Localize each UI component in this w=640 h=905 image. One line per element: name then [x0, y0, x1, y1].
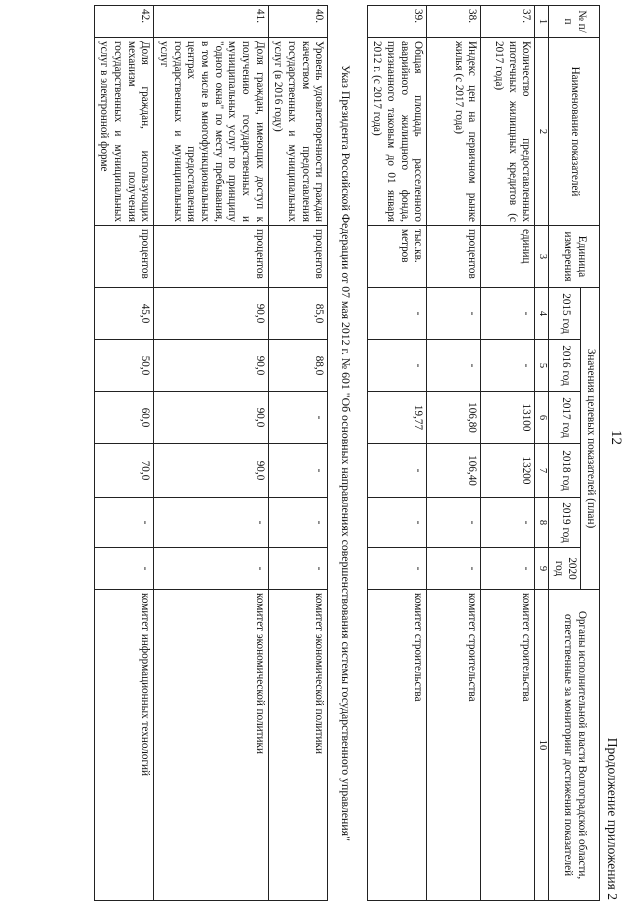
- value-cell: -: [427, 498, 481, 548]
- continuation-label: Продолжение приложения 2: [605, 737, 620, 900]
- value-cell: 13200: [481, 444, 535, 498]
- unit-cell: процентов: [154, 226, 268, 288]
- value-cell: -: [481, 548, 535, 590]
- header-year: 2018 год: [549, 444, 581, 498]
- indicator-name: Уровень удовлетворенности граждан качеством предоставления государственных и муниципальных услуг (в 2016 году): [268, 38, 328, 226]
- value-cell: 60,0: [94, 392, 154, 444]
- value-cell: 88,0: [268, 340, 328, 392]
- row-number: 38.: [427, 6, 481, 38]
- table-row: [154, 6, 268, 901]
- table-row: [268, 6, 328, 901]
- header-year: 2016 год: [549, 340, 581, 392]
- value-cell: -: [427, 288, 481, 340]
- row-number: 41.: [154, 6, 268, 38]
- indicator-name: Доля граждан, имеющих доступ к получению государственных и муниципальных услуг по принципу "одного окна" по месту пребывания, в том числе в многофункциональных центрах предоставления государственных и муниципальных услуг: [154, 38, 268, 226]
- unit-cell: тыс.кв. метров: [367, 226, 427, 288]
- column-index: 4: [535, 288, 549, 340]
- value-cell: 13100: [481, 392, 535, 444]
- row-number: 40.: [268, 6, 328, 38]
- table-body-governance: [94, 6, 328, 901]
- unit-cell: единиц: [481, 226, 535, 288]
- value-cell: 90,0: [154, 392, 268, 444]
- responsible-org: комитет экономической политики: [154, 590, 268, 901]
- responsible-org: комитет строительства: [481, 590, 535, 901]
- indicators-table: [94, 5, 600, 901]
- value-cell: -: [367, 548, 427, 590]
- value-cell: -: [268, 548, 328, 590]
- value-cell: -: [367, 288, 427, 340]
- header-num: № п/п: [549, 6, 600, 38]
- row-number: 42.: [94, 6, 154, 38]
- unit-cell: процентов: [427, 226, 481, 288]
- value-cell: 106,80: [427, 392, 481, 444]
- value-cell: -: [154, 498, 268, 548]
- value-cell: -: [367, 498, 427, 548]
- indicator-name: Индекс цен на первичном рынке жилья (с 2017 года): [427, 38, 481, 226]
- header-row: [581, 6, 600, 901]
- unit-cell: процентов: [268, 226, 328, 288]
- value-cell: 85,0: [268, 288, 328, 340]
- header-org: Органы исполнительной власти Волгоградской области, ответственные за мониторинг достижения показателей: [549, 590, 600, 901]
- value-cell: -: [481, 288, 535, 340]
- column-index: 7: [535, 444, 549, 498]
- header-year: 2015 год: [549, 288, 581, 340]
- value-cell: -: [154, 548, 268, 590]
- responsible-org: комитет экономической политики: [268, 590, 328, 901]
- column-index: 1: [535, 6, 549, 38]
- value-cell: 106,40: [427, 444, 481, 498]
- responsible-org: комитет информационных технологий: [94, 590, 154, 901]
- column-index: 5: [535, 340, 549, 392]
- column-index-row: [535, 6, 549, 901]
- indicator-name: Общая площадь расселенного аварийного жилищного фонда, признанного таковым до 01 января 2012 г. (с 2017 года): [367, 38, 427, 226]
- column-index: 3: [535, 226, 549, 288]
- responsible-org: комитет строительства: [427, 590, 481, 901]
- value-cell: 90,0: [154, 444, 268, 498]
- value-cell: -: [268, 392, 328, 444]
- header-values-group: [581, 288, 600, 590]
- value-cell: 50,0: [94, 340, 154, 392]
- header-year: 2020 год: [549, 548, 581, 590]
- indicator-name: Доля граждан, использующих механизм получения государственных и муниципальных услуг в электронной форме: [94, 38, 154, 226]
- page-number: 12: [608, 430, 624, 445]
- column-index: 8: [535, 498, 549, 548]
- unit-cell: процентов: [94, 226, 154, 288]
- column-index: 9: [535, 548, 549, 590]
- value-cell: -: [268, 444, 328, 498]
- table-row: [94, 6, 154, 901]
- header-values-label: Значения целевых показателей: [585, 348, 597, 496]
- value-cell: -: [427, 548, 481, 590]
- value-cell: -: [427, 340, 481, 392]
- section-row: [328, 6, 367, 901]
- header-name: Наименование показателей: [549, 38, 600, 226]
- value-cell: -: [367, 340, 427, 392]
- row-number: 39.: [367, 6, 427, 38]
- table-section: [328, 6, 367, 901]
- column-index: 2: [535, 38, 549, 226]
- header-plan-label: (план): [585, 498, 597, 529]
- value-cell: -: [94, 498, 154, 548]
- column-index: 10: [535, 590, 549, 901]
- header-year: 2017 год: [549, 392, 581, 444]
- value-cell: -: [94, 548, 154, 590]
- value-cell: -: [367, 444, 427, 498]
- section-title: Указ Президента Российской Федерации от 07 мая 2012 г. № 601 "Об основных направлениях совершенствования системы государственного управления": [328, 6, 367, 901]
- value-cell: -: [481, 498, 535, 548]
- value-cell: -: [481, 340, 535, 392]
- value-cell: 90,0: [154, 340, 268, 392]
- table-body-housing: [367, 6, 535, 901]
- header-year: 2019 год: [549, 498, 581, 548]
- table-row: [367, 6, 427, 901]
- indicator-name: Количество предоставленных ипотечных жилищных кредитов (с 2017 года): [481, 38, 535, 226]
- table-row: [481, 6, 535, 901]
- table-row: [427, 6, 481, 901]
- value-cell: 19,77: [367, 392, 427, 444]
- responsible-org: комитет строительства: [367, 590, 427, 901]
- value-cell: -: [268, 498, 328, 548]
- value-cell: 90,0: [154, 288, 268, 340]
- row-number: 37.: [481, 6, 535, 38]
- column-index: 6: [535, 392, 549, 444]
- value-cell: 45,0: [94, 288, 154, 340]
- value-cell: 70,0: [94, 444, 154, 498]
- header-unit: Единица измерения: [549, 226, 600, 288]
